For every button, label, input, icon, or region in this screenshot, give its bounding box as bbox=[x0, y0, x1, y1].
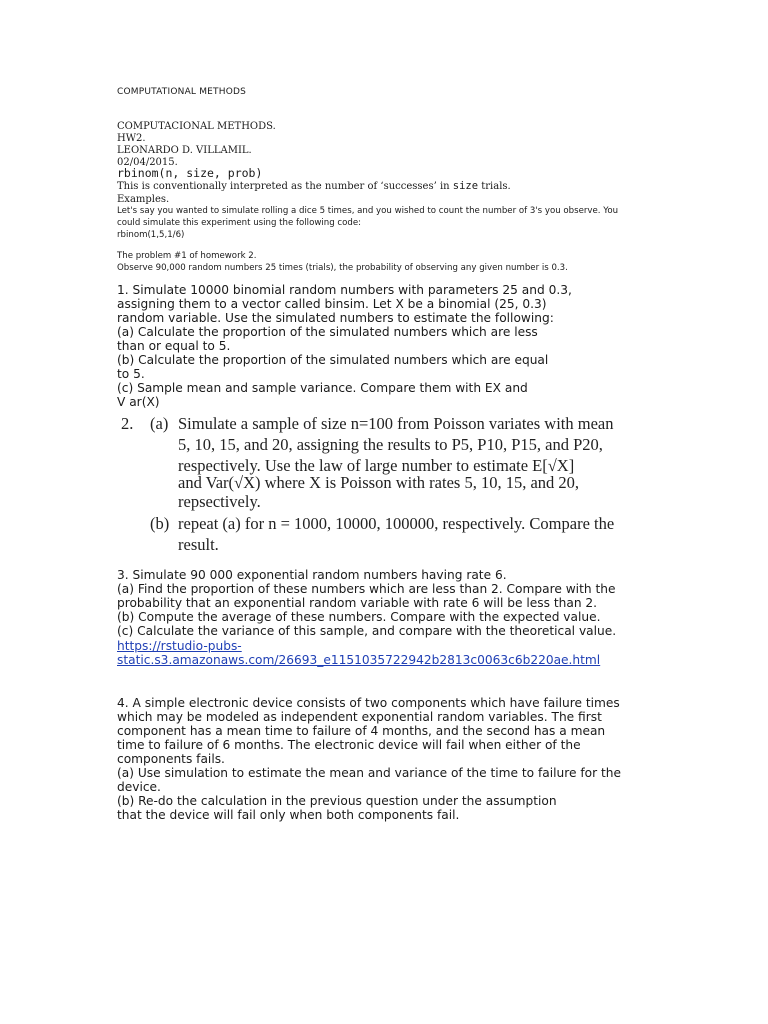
problem3-line: (a) Find the proportion of these numbers which are less than 2. Compare with the bbox=[117, 582, 616, 596]
problem4-line: 4. A simple electronic device consists of two components which have failure times bbox=[117, 696, 620, 710]
problem1-line: (b) Calculate the proportion of the simulated numbers which are equal bbox=[117, 353, 549, 367]
problem4-line: components fails. bbox=[117, 752, 225, 766]
author-name: LEONARDO D. VILLAMIL. bbox=[117, 145, 252, 156]
problem4-line: component has a mean time to failure of 4 months, and the second has a mean bbox=[117, 724, 606, 738]
example-text-line: could simulate this experiment using the following code: bbox=[117, 218, 361, 228]
problem-reference-line: Observe 90,000 random numbers 25 times (trials), the probability of observing any given number is 0.3. bbox=[117, 263, 568, 273]
problem2-b-line: repeat (a) for n = 1000, 10000, 100000, respectively. Compare the bbox=[178, 514, 615, 533]
example-code: rbinom(1,5,1/6) bbox=[117, 230, 185, 240]
problem2-a-line: Simulate a sample of size n=100 from Poisson variates with mean bbox=[178, 414, 614, 433]
problem3-line: (c) Calculate the variance of this sample, and compare with the theoretical value. bbox=[117, 624, 617, 638]
problem-reference-title: The problem #1 of homework 2. bbox=[117, 251, 257, 261]
reference-link[interactable] bbox=[117, 639, 242, 653]
problem4-line: device. bbox=[117, 780, 161, 794]
course-title: COMPUTATIONAL METHODS bbox=[117, 87, 247, 97]
problem1-line: to 5. bbox=[117, 367, 145, 381]
problem1-line: (c) Sample mean and sample variance. Compare them with EX and bbox=[117, 381, 528, 395]
reference-link-line[interactable]: https://rstudio-pubs- bbox=[117, 639, 242, 653]
problem1-line: (a) Calculate the proportion of the simulated numbers which are less bbox=[117, 325, 538, 339]
example-text-line: Let's say you wanted to simulate rolling a dice 5 times, and you wished to count the number of 3's you observe. You bbox=[117, 206, 619, 216]
intro-description: This is conventionally interpreted as the number of ‘successes’ in size trials. bbox=[117, 180, 511, 192]
problem4-line: (a) Use simulation to estimate the mean and variance of the time to failure for the bbox=[117, 766, 621, 780]
problem1-line: V ar(X) bbox=[117, 395, 160, 409]
problem2-a-line: 5, 10, 15, and 20, assigning the results to P5, P10, P15, and P20, bbox=[178, 435, 603, 454]
problem3-line: (b) Compute the average of these numbers. Compare with the expected value. bbox=[117, 610, 601, 624]
problem4-line: that the device will fail only when both components fail. bbox=[117, 808, 460, 822]
reference-link[interactable] bbox=[117, 653, 600, 667]
problem2-a-line: repsectively. bbox=[178, 492, 261, 511]
problem4-line: time to failure of 6 months. The electronic device will fail when either of the bbox=[117, 738, 581, 752]
problem1-line: than or equal to 5. bbox=[117, 339, 231, 353]
reference-link-line[interactable]: static.s3.amazonaws.com/26693_e1151035722942b2813c0063c6b220ae.html bbox=[117, 653, 601, 667]
problem2-b-line: result. bbox=[178, 535, 219, 554]
problem4-line: which may be modeled as independent exponential random variables. The first bbox=[117, 710, 602, 724]
date-text: 02/04/2015. bbox=[117, 157, 178, 168]
problem3-line: probability that an exponential random variable with rate 6 will be less than 2. bbox=[117, 596, 598, 610]
problem2-a-label: (a) bbox=[150, 414, 169, 433]
hw-label: HW2. bbox=[117, 133, 146, 144]
problem2-a-line: respectively. Use the law of large number to estimate E[√X] bbox=[178, 456, 575, 475]
problem2-number: 2. bbox=[121, 414, 134, 433]
examples-heading: Examples. bbox=[117, 194, 170, 205]
problem3-line: 3. Simulate 90 000 exponential random numbers having rate 6. bbox=[117, 568, 507, 582]
code-signature: rbinom(n, size, prob) bbox=[117, 166, 263, 180]
problem1-line: random variable. Use the simulated numbers to estimate the following: bbox=[117, 311, 554, 325]
doc-title: COMPUTACIONAL METHODS. bbox=[117, 121, 276, 132]
problem1-line: 1. Simulate 10000 binomial random numbers with parameters 25 and 0.3, bbox=[117, 283, 572, 297]
problem2-b-label: (b) bbox=[150, 514, 170, 533]
problem2-a-line: and Var(√X) where X is Poisson with rates 5, 10, 15, and 20, bbox=[178, 473, 580, 492]
problem4-line: (b) Re-do the calculation in the previous question under the assumption bbox=[117, 794, 557, 808]
problem1-line: assigning them to a vector called binsim. Let X be a binomial (25, 0.3) bbox=[117, 297, 547, 311]
